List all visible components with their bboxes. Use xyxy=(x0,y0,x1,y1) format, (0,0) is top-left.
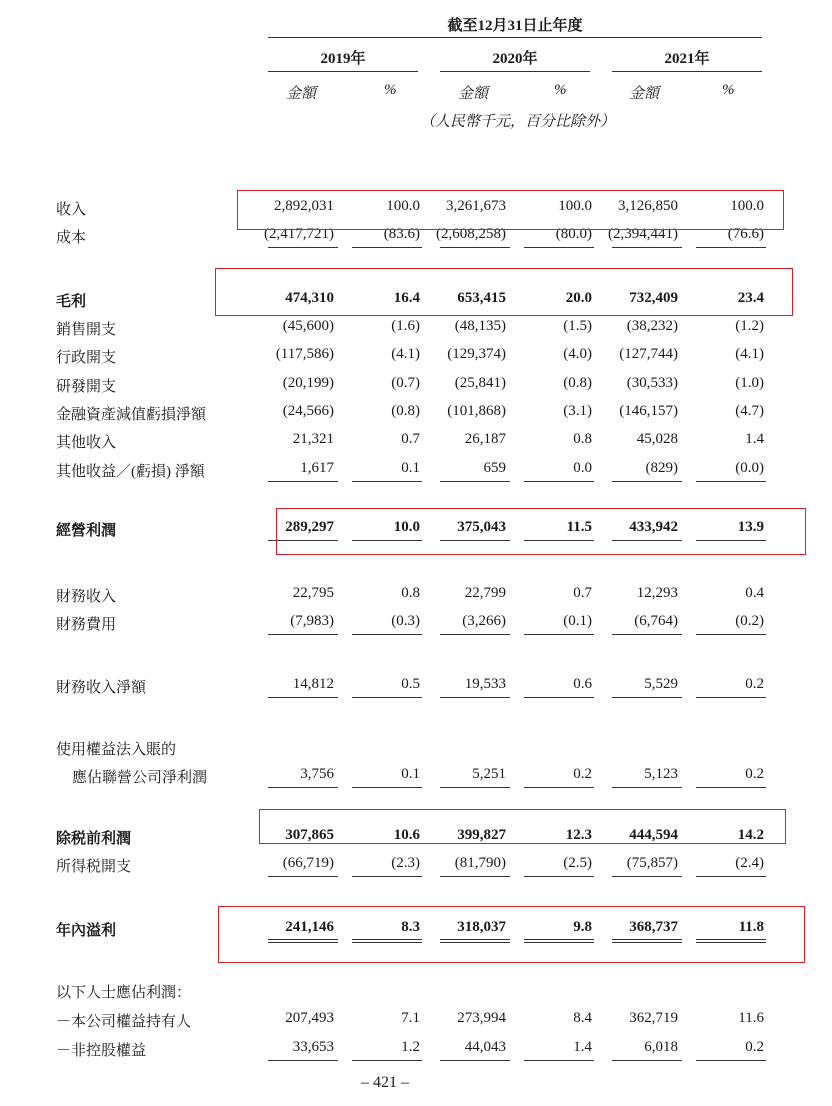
cell-amount-2020: (25,841) xyxy=(454,375,506,391)
rule-amount-2019 xyxy=(268,540,338,541)
rule-percent-2021 xyxy=(696,540,766,541)
cell-amount-2020: 318,037 xyxy=(457,919,506,935)
rule-percent-2020 xyxy=(524,481,594,482)
rule-percent-2019 xyxy=(352,634,422,635)
rule-amount-2019 xyxy=(268,939,338,943)
cell-percent-2020: 0.7 xyxy=(573,585,592,601)
cell-percent-2021: 0.2 xyxy=(745,1039,764,1055)
row-income-tax xyxy=(0,853,832,877)
row-label: 收入 xyxy=(56,202,87,218)
amount-label-2020: 金額 xyxy=(458,86,489,102)
row-label: 毛利 xyxy=(56,294,87,310)
cell-amount-2020: 653,415 xyxy=(457,290,506,306)
cell-amount-2021: (127,744) xyxy=(619,346,678,362)
cell-amount-2020: 19,533 xyxy=(464,676,506,692)
cell-percent-2021: 14.2 xyxy=(737,827,764,843)
cell-amount-2020: (81,790) xyxy=(454,855,506,871)
rule-amount-2019 xyxy=(268,634,338,635)
row-other-gains xyxy=(0,458,832,482)
cell-amount-2020: 375,043 xyxy=(457,519,506,535)
cell-percent-2021: 0.4 xyxy=(745,585,764,601)
rule-amount-2020 xyxy=(440,247,510,248)
rule-percent-2021 xyxy=(696,876,766,877)
amount-label-2019: 金額 xyxy=(286,86,317,102)
cell-percent-2021: 0.2 xyxy=(745,676,764,692)
rule-percent-2021 xyxy=(696,481,766,482)
row-net-finance-income xyxy=(0,674,832,698)
row-label: 成本 xyxy=(56,230,87,246)
row-admin-expenses xyxy=(0,344,832,368)
row-share-of-associates xyxy=(0,764,832,788)
cell-percent-2019: 16.4 xyxy=(393,290,420,306)
rule-amount-2019 xyxy=(268,787,338,788)
rule-percent-2020 xyxy=(524,876,594,877)
cell-amount-2021: 3,126,850 xyxy=(618,198,678,214)
cell-percent-2019: 10.6 xyxy=(393,827,420,843)
cell-amount-2019: 33,653 xyxy=(292,1039,334,1055)
cell-percent-2020: (2.5) xyxy=(563,855,592,871)
percent-label-2021: % xyxy=(722,82,735,98)
cell-percent-2020: 0.6 xyxy=(573,676,592,692)
rule-percent-2019 xyxy=(352,481,422,482)
year-rule-2019 xyxy=(268,71,418,72)
rule-percent-2020 xyxy=(524,540,594,541)
cell-percent-2021: (0.2) xyxy=(735,613,764,629)
rule-percent-2021 xyxy=(696,247,766,248)
year-2020: 2020年 xyxy=(492,51,538,67)
row-label: 經營利潤 xyxy=(56,523,117,539)
cell-amount-2020: 399,827 xyxy=(457,827,506,843)
rule-amount-2019 xyxy=(268,247,338,248)
cell-amount-2020: 3,261,673 xyxy=(446,198,506,214)
year-rule-2021 xyxy=(612,71,762,72)
row-equity-holders xyxy=(0,1008,832,1032)
cell-percent-2021: (1.0) xyxy=(735,375,764,391)
cell-amount-2021: (75,857) xyxy=(626,855,678,871)
row-label: 使用權益法入賬的 xyxy=(56,742,177,758)
cell-percent-2020: 0.0 xyxy=(573,460,592,476)
rule-amount-2021 xyxy=(612,787,682,788)
cell-amount-2019: (20,199) xyxy=(282,375,334,391)
cell-amount-2019: 22,795 xyxy=(292,585,334,601)
row-profit-for-year xyxy=(0,917,832,941)
cell-amount-2019: 241,146 xyxy=(285,919,334,935)
rule-amount-2020 xyxy=(440,939,510,943)
rule-percent-2019 xyxy=(352,876,422,877)
cell-amount-2019: (2,417,721) xyxy=(264,226,334,242)
cell-percent-2019: 0.7 xyxy=(401,431,420,447)
rule-amount-2020 xyxy=(440,540,510,541)
row-label: －本公司權益持有人 xyxy=(56,1014,192,1030)
cell-amount-2019: 2,892,031 xyxy=(274,198,334,214)
cell-percent-2019: 100.0 xyxy=(386,198,420,214)
rule-percent-2021 xyxy=(696,634,766,635)
cell-amount-2020: 22,799 xyxy=(464,585,506,601)
rule-percent-2021 xyxy=(696,697,766,698)
cell-amount-2021: (829) xyxy=(645,460,678,476)
row-selling-expenses xyxy=(0,316,832,340)
cell-amount-2020: (48,135) xyxy=(454,318,506,334)
rule-amount-2020 xyxy=(440,787,510,788)
rule-amount-2021 xyxy=(612,481,682,482)
cell-amount-2019: (117,586) xyxy=(275,346,334,362)
cell-percent-2021: (4.1) xyxy=(735,346,764,362)
cell-amount-2020: 273,994 xyxy=(457,1010,506,1026)
rule-percent-2019 xyxy=(352,1060,422,1061)
row-profit-before-tax xyxy=(0,825,832,849)
cell-percent-2021: (2.4) xyxy=(735,855,764,871)
cell-amount-2021: (6,764) xyxy=(634,613,678,629)
cell-amount-2021: (38,232) xyxy=(626,318,678,334)
row-label: 財務收入淨額 xyxy=(56,680,147,696)
rule-amount-2021 xyxy=(612,939,682,943)
cell-percent-2019: 8.3 xyxy=(401,919,420,935)
cell-percent-2019: (1.6) xyxy=(391,318,420,334)
rule-amount-2021 xyxy=(612,697,682,698)
cell-percent-2021: (76.6) xyxy=(727,226,764,242)
amount-label-2021: 金額 xyxy=(629,86,660,102)
header-rule xyxy=(268,37,762,38)
cell-percent-2020: 9.8 xyxy=(573,919,592,935)
cell-amount-2021: 6,018 xyxy=(644,1039,678,1055)
cell-percent-2020: (1.5) xyxy=(563,318,592,334)
rule-amount-2020 xyxy=(440,634,510,635)
cell-percent-2019: 0.1 xyxy=(401,766,420,782)
cell-percent-2021: 13.9 xyxy=(737,519,764,535)
cell-percent-2020: 1.4 xyxy=(573,1039,592,1055)
row-impairment-losses xyxy=(0,401,832,425)
row-rnd-expenses xyxy=(0,373,832,397)
rule-percent-2020 xyxy=(524,787,594,788)
cell-percent-2021: (1.2) xyxy=(735,318,764,334)
row-label: 銷售開支 xyxy=(56,322,117,338)
rule-amount-2019 xyxy=(268,876,338,877)
cell-amount-2019: (66,719) xyxy=(282,855,334,871)
cell-percent-2020: 12.3 xyxy=(565,827,592,843)
rule-percent-2021 xyxy=(696,787,766,788)
cell-percent-2020: (4.0) xyxy=(563,346,592,362)
rule-percent-2021 xyxy=(696,939,766,943)
cell-percent-2019: 0.8 xyxy=(401,585,420,601)
cell-amount-2021: 12,293 xyxy=(636,585,678,601)
row-label: 以下人士應佔利潤： xyxy=(56,985,192,1001)
row-label: 行政開支 xyxy=(56,350,117,366)
cell-amount-2020: 5,251 xyxy=(472,766,506,782)
rule-amount-2021 xyxy=(612,876,682,877)
rule-percent-2019 xyxy=(352,247,422,248)
cell-amount-2020: 44,043 xyxy=(464,1039,506,1055)
rule-percent-2020 xyxy=(524,634,594,635)
row-label: 所得税開支 xyxy=(56,859,132,875)
cell-percent-2019: (2.3) xyxy=(391,855,420,871)
cell-percent-2019: 0.5 xyxy=(401,676,420,692)
row-label: 財務收入 xyxy=(56,589,117,605)
cell-amount-2019: 289,297 xyxy=(285,519,334,535)
row-label: 研發開支 xyxy=(56,379,117,395)
cell-amount-2019: (45,600) xyxy=(282,318,334,334)
row-cost xyxy=(0,224,832,248)
cell-percent-2020: 8.4 xyxy=(573,1010,592,1026)
unit-note: （人民幣千元，百分比除外） xyxy=(420,114,616,130)
cell-percent-2021: 23.4 xyxy=(737,290,764,306)
year-2021: 2021年 xyxy=(664,51,710,67)
cell-amount-2019: 21,321 xyxy=(292,431,334,447)
cell-amount-2020: (101,868) xyxy=(447,403,506,419)
rule-percent-2019 xyxy=(352,540,422,541)
cell-amount-2021: 433,942 xyxy=(629,519,678,535)
cell-percent-2021: (0.0) xyxy=(735,460,764,476)
cell-percent-2020: 100.0 xyxy=(558,198,592,214)
percent-label-2019: % xyxy=(384,82,397,98)
cell-amount-2021: 45,028 xyxy=(636,431,678,447)
period-title: 截至12月31日止年度 xyxy=(447,18,583,34)
cell-percent-2021: 1.4 xyxy=(745,431,764,447)
rule-amount-2020 xyxy=(440,481,510,482)
cell-percent-2019: (0.7) xyxy=(391,375,420,391)
cell-amount-2020: (2,608,258) xyxy=(436,226,506,242)
cell-amount-2019: 3,756 xyxy=(300,766,334,782)
rule-amount-2021 xyxy=(612,1060,682,1061)
rule-percent-2020 xyxy=(524,247,594,248)
rule-percent-2020 xyxy=(524,697,594,698)
year-2019: 2019年 xyxy=(320,51,366,67)
rule-percent-2020 xyxy=(524,1060,594,1061)
row-label: 其他收益／(虧損) 淨額 xyxy=(56,464,205,480)
row-associates-heading xyxy=(0,736,832,760)
cell-percent-2019: (83.6) xyxy=(383,226,420,242)
rule-amount-2020 xyxy=(440,1060,510,1061)
rule-percent-2020 xyxy=(524,939,594,943)
cell-percent-2021: 100.0 xyxy=(730,198,764,214)
cell-amount-2021: (2,394,441) xyxy=(608,226,678,242)
row-label: －非控股權益 xyxy=(56,1043,147,1059)
row-label: 除税前利潤 xyxy=(56,831,132,847)
rule-percent-2021 xyxy=(696,1060,766,1061)
row-non-controlling xyxy=(0,1037,832,1061)
rule-amount-2020 xyxy=(440,697,510,698)
cell-percent-2019: 0.1 xyxy=(401,460,420,476)
cell-amount-2019: (7,983) xyxy=(290,613,334,629)
rule-amount-2021 xyxy=(612,634,682,635)
cell-percent-2020: 0.8 xyxy=(573,431,592,447)
cell-amount-2021: 362,719 xyxy=(629,1010,678,1026)
rule-percent-2019 xyxy=(352,697,422,698)
cell-percent-2020: 11.5 xyxy=(566,519,592,535)
cell-amount-2019: 307,865 xyxy=(285,827,334,843)
cell-percent-2020: (3.1) xyxy=(563,403,592,419)
cell-percent-2019: 1.2 xyxy=(401,1039,420,1055)
percent-label-2020: % xyxy=(554,82,567,98)
cell-amount-2021: 444,594 xyxy=(629,827,678,843)
cell-percent-2019: (4.1) xyxy=(391,346,420,362)
cell-amount-2019: 14,812 xyxy=(292,676,334,692)
row-label: 應佔聯營公司淨利潤 xyxy=(72,770,208,786)
cell-percent-2020: (0.1) xyxy=(563,613,592,629)
year-rule-2020 xyxy=(440,71,590,72)
cell-amount-2020: 26,187 xyxy=(464,431,506,447)
rule-amount-2020 xyxy=(440,876,510,877)
cell-percent-2021: 11.8 xyxy=(738,919,764,935)
cell-percent-2021: (4.7) xyxy=(735,403,764,419)
cell-amount-2021: (30,533) xyxy=(626,375,678,391)
cell-amount-2020: (129,374) xyxy=(447,346,506,362)
cell-percent-2020: 20.0 xyxy=(565,290,592,306)
cell-amount-2021: 368,737 xyxy=(629,919,678,935)
cell-amount-2021: 5,529 xyxy=(644,676,678,692)
row-gross-profit xyxy=(0,288,832,312)
row-other-income xyxy=(0,429,832,453)
cell-percent-2021: 0.2 xyxy=(745,766,764,782)
row-label: 年內溢利 xyxy=(56,923,117,939)
cell-percent-2019: 10.0 xyxy=(393,519,420,535)
cell-percent-2020: 0.2 xyxy=(573,766,592,782)
page-number: – 421 – xyxy=(361,1074,409,1091)
row-label: 財務費用 xyxy=(56,617,117,633)
cell-amount-2021: (146,157) xyxy=(619,403,678,419)
cell-amount-2019: 207,493 xyxy=(285,1010,334,1026)
rule-amount-2019 xyxy=(268,1060,338,1061)
cell-amount-2019: (24,566) xyxy=(282,403,334,419)
rule-percent-2019 xyxy=(352,787,422,788)
row-finance-costs xyxy=(0,611,832,635)
cell-percent-2020: (80.0) xyxy=(555,226,592,242)
cell-amount-2021: 5,123 xyxy=(644,766,678,782)
row-operating-profit xyxy=(0,517,832,541)
cell-amount-2019: 1,617 xyxy=(300,460,334,476)
cell-amount-2021: 732,409 xyxy=(629,290,678,306)
rule-amount-2021 xyxy=(612,540,682,541)
rule-amount-2019 xyxy=(268,697,338,698)
rule-amount-2021 xyxy=(612,247,682,248)
cell-amount-2020: 659 xyxy=(483,460,506,476)
rule-percent-2019 xyxy=(352,939,422,943)
row-finance-income xyxy=(0,583,832,607)
row-label: 其他收入 xyxy=(56,435,117,451)
row-revenue xyxy=(0,196,832,220)
cell-percent-2019: (0.3) xyxy=(391,613,420,629)
cell-percent-2020: (0.8) xyxy=(563,375,592,391)
cell-percent-2021: 11.6 xyxy=(738,1010,764,1026)
cell-amount-2019: 474,310 xyxy=(285,290,334,306)
row-label: 金融資產減值虧損淨額 xyxy=(56,407,207,423)
row-attributable-heading xyxy=(0,979,832,1003)
rule-amount-2019 xyxy=(268,481,338,482)
cell-percent-2019: 7.1 xyxy=(401,1010,420,1026)
cell-percent-2019: (0.8) xyxy=(391,403,420,419)
cell-amount-2020: (3,266) xyxy=(462,613,506,629)
